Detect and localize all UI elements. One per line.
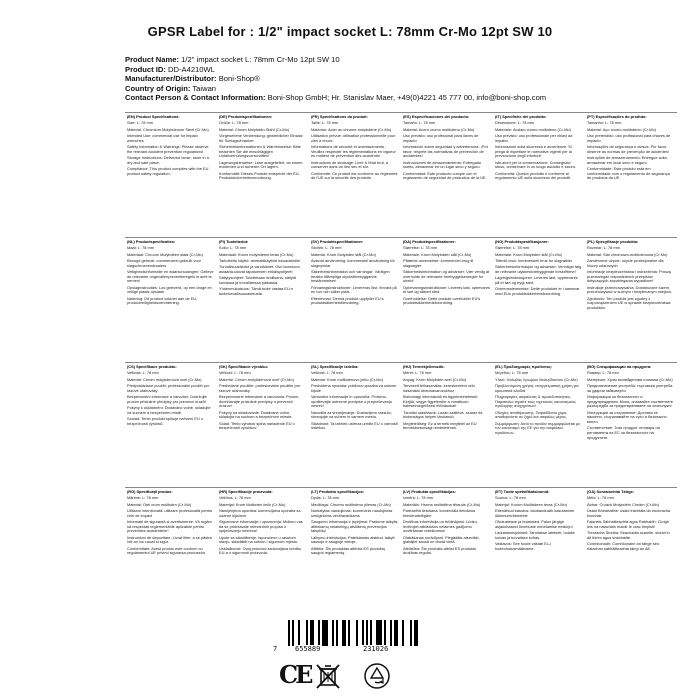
spec-line: Tarkoitettu käyttö: ammattikäyttöä iskuavaimille [219,257,301,263]
barcode-bar [366,620,368,646]
spec-line: Οδηγίες αποθήκευσης: Παραδίδεται χύμα, αποθηκεύστε σε ξηρό και ασφαλές μέρος. [495,409,568,420]
spec-line: Taille: L: 78 mm [311,120,339,126]
spec-section [217,487,309,602]
spec-line: Material: Krom molibdenovo jeklo (Cr-Mo) [311,376,383,382]
spec-line: Storage Instructions: Delivered loose, store in a dry and safe place. [127,154,209,165]
spec-section-heading: (SK) Špecifikácie výrobku: [219,364,269,369]
spec-line: Instrucciones de almacenamiento: Entregado suelto, almacenar en un lugar seco y seguro. [403,159,482,170]
spec-section-heading: (FI) Tuotetiedot: [219,239,249,244]
spec-line: Materiale: Krom Molybden stål (Cr-Mo) [495,251,563,257]
product-header [125,55,685,103]
spec-line: Conformité: Ce produit est conforme au règlement de l'UE sur la sécurité des produits. [311,170,398,181]
spec-line: Veličina: L: 78 mm [219,495,251,501]
spec-line: Съответствие: Този продукт отговаря на регламента на ЕС за безопасност на продуктите. [587,425,660,440]
spec-section [401,487,493,602]
spec-section [125,487,217,602]
spec-line: Материал: Хром молибденова стомана (Cr-Mo) [587,376,673,382]
spec-line: Medžiaga: Chromo molibdeno plienas (Cr-Mo) [311,501,391,507]
spec-line: Atitiktis: Šis produktas atitinka ES produktų saugos reglamentą. [311,545,385,556]
spec-line: Lagerungshinweise: Lose ausgeliefert, an einem trockenen und sicheren Ort lagern. [219,159,303,170]
spec-section [125,237,217,362]
barcode-left-group: 655889 [295,645,321,653]
barcode-bar [336,620,338,646]
spec-line: Informations de sécurité et avertissements : Veuillez respecter les réglementations en vigueur en matière de prévention des accidents! [311,143,396,159]
barcode-bar [332,620,334,646]
spec-line: Veľkosť: L: 78 mm [219,370,251,376]
spec-line: Ábhar: Cruach Molybdéin Chróim (Cr-Mo) [587,501,659,507]
spec-line: Biztonsági információk és figyelmeztetések: Kérjük, vegye figyelembe a vonatkozó balesetmegelőzési előírásokat! [403,393,479,409]
spec-line: Säkerhetsinformation och varningar: Vänligen beakta tillämpliga olycksförebyggande bestämmelser! [311,268,390,284]
spec-line: Saugumo informacija ir įspėjimai: Prašome laikytis atitinkamų nelaimingų atsitikimų prevencijos taisyklių! [311,518,398,534]
barcode-right-group: 231026 [363,645,389,653]
spec-section-heading: (NO) Produktspesifikasjoner: [495,239,549,244]
barcode-bars [280,620,420,648]
spec-line: Velikost: L: 78 mm [127,370,159,376]
spec-line: Vastavus: See toode vastab EL-i tooteohutusmäärusele. [495,540,552,551]
product-name-row [125,55,685,65]
spec-line: Rozmiar: L: 78 mm [587,245,620,251]
spec-section-heading: (ES) Especificaciones del producto: [403,114,470,119]
spec-section-heading: (DA) Produktspecifikationer: [403,239,456,244]
spec-section-heading: (PT) Especificações do produto: [587,114,647,119]
spec-line: Størrelse: L: 78 mm [403,245,438,251]
spec-line: Instrucțiuni de depozitare: Livrat liber, a se păstra într-un loc uscat și sigur. [127,534,212,545]
spec-section [309,362,401,487]
spec-line: Storlek: L: 78 mm [311,245,342,251]
manufacturer-label: Manufacturer/Distributor: [125,74,217,84]
spec-section [309,112,401,237]
barcode [273,620,420,654]
spec-line: Zamierzone użycie: użycie profesjonalne dla kluczy udarowych [587,257,664,268]
manufacturer-row [125,74,685,84]
origin-value: Taiwan [192,83,217,93]
spec-line: Materiale: Acciaio cromo molibdeno (Cr-Mo) [495,126,571,132]
spec-line: Förvaringsinstruktioner: Levereras löst, förvara på en torr och säker plats. [311,284,397,295]
spec-section-heading: (RO) Specificații produs: [127,489,173,494]
spec-section [309,487,401,602]
spec-line: Materjal: Kroom Molübdeen teras (Cr-Mo) [495,501,567,507]
barcode-bar [342,620,346,646]
spec-section-heading: (SV) Produktspecifikationer: [311,239,364,244]
spec-line: Uso previsto: uso profesional para llaves de impacto [403,132,479,143]
spec-line: Matériau: Acier au chrome-molybdène (Cr-Mo) [311,126,392,132]
spec-line: Istruzioni per la conservazione: Consegnato sfuso, conservare in un luogo asciutto e sicuro. [495,159,577,170]
spec-line: Materiál: Chrom molybdenová ocel (Cr-Mo) [127,376,202,382]
spec-line: Ladustamisjuhised: Tarnitakse lahtiselt, hoidke kuivas ja turvalises kohas. [495,529,575,540]
spec-line: Προβλεπόμενη χρήση: επαγγελματική χρήση για κρουστικά κλειδιά [495,382,579,393]
spec-line: Konformität: Dieses Produkt entspricht der EU-Produktsicherheitsverordnung. [219,170,300,181]
manufacturer-value: Boni-Shop® [218,74,260,84]
spec-line: Informazioni sulla sicurezza e avvertenze: Si prega di rispettare le normative vigenti per la prevenzione degli infortuni! [495,143,572,159]
barcode-bar [394,620,398,646]
spec-line: Tiltenkt bruk: kommersiell bruk for slagnøkler [495,257,573,263]
specification-grid [125,112,677,602]
spec-line: Material: Aço cromo-molibdénio (Cr-Mo) [587,126,656,132]
spec-section [585,487,677,602]
spec-line: Soulad: Tento produkt splňuje nařízení EU o bezpečnosti výrobků. [127,415,204,426]
spec-line: Material: Chrom Molybdän Stahl (Cr-Mo) [219,126,290,132]
spec-section-heading: (SL) Specifikacije izdelka: [311,364,359,369]
barcode-bar [384,620,386,646]
spec-line: Varnostne informacije in opozorila: Prosimo, upoštevajte ustrezne predpise o preprečevanju nesreč! [311,393,392,409]
spec-line: Instructions de stockage: Livré à l'état brut, à conserver dans un lieu sec et sûr. [311,159,389,170]
spec-line: Avsedd användning: kommersiell användning för slagnycklar [311,257,395,268]
spec-line: Méid: L: 78 mm [587,495,614,501]
contact-value: Boni-Shop GmbH; Hr. Stanislav Maer, +49(0)4221 45 777 00, info@boni-shop.com [267,93,547,103]
spec-line: Suurus: L: 78 mm [495,495,526,501]
spec-line: Sikkerhetsinformasjon og advarsler: Vennligst følg de relevante ulykkesforebyggende forskriftene! [495,264,582,274]
spec-line: Zgodność: Ten produkt jest zgodny z rozporządzeniem UE w sprawie bezpieczeństwa produktów. [587,295,671,310]
spec-line: Informacje bezpieczeństwa i ostrzeżenia: Proszę przestrzegać odpowiednich przepisów dotyczących zapobiegania wypadkom! [587,268,672,284]
spec-section-heading: (LT) Produkto specifikacijos: [311,489,365,494]
spec-line: Size: L: 78 mm [127,120,153,126]
spec-line: Materiał: Stal chromowo-molibdenowa (Cr-Mo) [587,251,668,257]
spec-line: Úsáid Bheartaithe: úsáid tráchtála do eochracha tionchair [587,507,671,518]
spec-section-heading: (HR) Specifikacije proizvoda: [219,489,273,494]
spec-line: Ohutusteave ja hoiatused: Palun järgige asjakohaseid õnnetuste ennetamise eeskirju! [495,518,573,529]
compliance-marks [0,660,700,694]
origin-row [125,84,685,94]
spec-line: Påtænkt anvendelse: kommerciel brug til slagnøgler [403,257,474,268]
barcode-bar [310,620,314,646]
spec-line: Mărime: L: 78 mm [127,495,159,501]
spec-line: Opbevaringsinstruktioner: Leveres løst, opbevares et tørt og sikkert sted. [403,284,490,295]
spec-line: Информация за безопасност и предупреждения: Моля, спазвайте съответните разпоредби за предотвратяване на злополуки! [587,393,674,409]
spec-line: Säilytysohjeet: Toimitetaan irrallisena, säilytä kuivassa ja turvallisessa paikassa. [219,275,296,285]
spec-line: Μέγεθος: L: 78 mm [495,370,529,376]
spec-line: Bezpečnostné informácie a varovania: Prosím, dodržiavajte príslušné predpisy o prevencii úrazov! [219,393,300,409]
spec-section [217,237,309,362]
contact-label: Contact Person & Contact Information: [125,93,266,103]
recycle-icon [362,661,392,691]
spec-line: Størrelse: L: 78 mm [495,245,530,251]
spec-line: Utilisation prévue: utilisation professionnelle pour clés à chocs [311,132,396,143]
spec-line: Materiál: Chróm molybdénová oceľ (Cr-Mo) [219,376,294,382]
spec-line: Overholdelse: Dette produkt overholder EU's produktsikkerhedsforordning. [403,295,481,306]
spec-line: Upute za skladištenje: Isporučeno u rasutom stanju, skladištiti na suhom i sigurnom mjestu. [219,534,299,545]
spec-line: Tamanho: L: 78 mm [587,120,622,126]
spec-section-heading: (DE) Produktspezifikationen: [219,114,273,119]
spec-section [217,362,309,487]
spec-line: Materiaal: Chroom Molybdeen staal (Cr-Mo) [127,251,203,257]
spec-line: Intended Use: commercial use for impact wrenches [127,132,198,143]
spec-line: Πληροφορίες ασφάλειας & προειδοποιήσεις: Παρακαλώ τηρείτε τους σχετικούς κανονισμούς πρόληψης ατυχημάτων! [495,393,576,409]
spec-line: Megfelelőség: Ez a termék megfelel az EU termékbiztonsági rendeletének. [403,420,477,431]
spec-section [493,362,585,487]
spec-section [493,237,585,362]
origin-label: Country of Origin: [125,83,191,93]
spec-line: Izmērs: L: 78 mm [403,495,434,501]
spec-line: Predvidena uporaba: poklicna uporaba za udarne ključe [311,382,397,393]
spec-line: Faisnéis Sábháilteachta agus Rabhaidh: Cloígh leis na rialacháin maidir le cosc timpistí! [587,518,669,529]
spec-line: Información sobre seguridad y advertencias: ¡Por favor, respete las normativas de prevención de accidentes! [403,143,488,159]
ce-mark: CE [279,660,311,689]
spec-line: Overensstemmelse: Dette produktet er i samsvar med EUs produktsikkerhetsforordning. [495,286,580,296]
spec-line: Safety Information & Warnings: Please observe the relevant accident prevention regulations! [127,143,209,154]
product-name-value: 1/2" impact socket L: 78mm Cr-Mo 12pt SW 10 [181,55,340,64]
barcode-bar [306,620,308,646]
spec-line: Tervezett felhasználás: kereskedelmi célú használat ütvecsavarozókhoz [403,382,475,393]
spec-line: Instruções de armazenamento: Entregue solto, armazenar em local seco e seguro. [587,154,668,165]
spec-line: Yhdenmukaisuus: Tämä tuote vastaa EU:n tuoteturvallisuusasetusta. [219,286,293,296]
spec-line: Méret: L: 78 mm [403,370,432,376]
spec-line: Súlad: Tento výrobok spĺňa nariadenie EÚ o bezpečnosti výrobkov. [219,420,295,431]
spec-line: Utilizare intenționată: utilizare profesională pentru chei de impact [127,507,213,518]
barcode-bar [370,620,372,646]
spec-line: Tamaño: L: 78 mm [403,120,436,126]
spec-line: Beoogd gebruik: commercieel gebruik voor slagschroevendraaiers [127,257,201,268]
spec-section [125,362,217,487]
spec-section [493,487,585,602]
barcode-bar [298,620,300,646]
spec-section [585,362,677,487]
spec-section-heading: (EL) Προδιαγραφές προϊόντος: [495,364,553,369]
spec-section [217,112,309,237]
spec-section-heading: (ET) Toote spetsifikatsioonid: [495,489,550,494]
spec-line: Material: Acero cromo molibdeno (Cr-Mo) [403,126,475,132]
spec-line: Conformidade: Este produto está em conformidade com o regulamento de segurança de produtos da UE. [587,165,670,181]
page-title: GPSR Label for : 1/2" impact socket L: 78mm Cr-Mo 12pt SW 10 [147,24,553,39]
product-id-value: DD-A4210WL [168,64,215,74]
spec-line: Pokyny k uskladnění: Dodáváno volně, skladujte na suchém a bezpečném místě. [127,404,211,415]
spec-line: Material: Krom Molybden stål (Cr-Mo) [311,251,376,257]
spec-line: Materiale: Krom Molybdæn stål (Cr-Mo) [403,251,472,257]
spec-line: Namijenjena uporaba: komercijalna uporaba za udarne ključeve [219,507,301,518]
spec-line: Materiaali: Kromi molybdeeni teräs (Cr-Mo) [219,251,294,257]
barcode-bar [362,620,364,646]
spec-line: Conformità: Questo prodotto è conforme al regolamento UE sulla sicurezza dei prodotti. [495,170,572,181]
spec-line: Instrukcje przechowywania: Dostarczone luzem, przechowywać w suchym i bezpiecznym miejscu. [587,284,672,295]
spec-line: Conformidad: Este producto cumple con el reglamento de seguridad de productos de la UE. [403,170,487,181]
contact-row [125,93,685,103]
spec-line: Numatytas naudojimas: komercinis naudojimas smūginiams veržliarakčiams [311,507,393,518]
spec-line: Comhlíonadh: Comhlíonann an táirge seo rialachán sábháilteachta táirgí an AE. [587,540,660,551]
barcode-bar [288,620,290,646]
spec-line: Treoracha Stórála: Seachadta scaoilte, stóráil in áit thirim agus shábháilte. [587,529,670,540]
spec-section-heading: (EN) Product Specifications: [127,114,180,119]
do-not-dispose-bin-icon [313,661,343,691]
spec-section [125,112,217,237]
spec-line: Инструкции за съхранение: Доставя се насипно, съхранявайте на сухо и безопасно място. [587,409,667,424]
product-name-label: Product Name: [125,55,180,64]
product-id-row [125,65,685,75]
spec-line: Maat: L: 78 mm [127,245,155,251]
spec-line: Compliance: This product complies with the EU product safety regulation. [127,165,209,176]
spec-section-heading: (FR) Spécifications du produit: [311,114,368,119]
spec-line: Koko: L: 78 mm [219,245,247,251]
spec-line: Předpokládané použití: profesionální použití pro rázové utahováky [127,382,210,393]
barcode-bar [322,620,328,646]
spec-section-heading: (BG) Спецификации на продукта: [587,364,652,369]
spec-line: Dydis: L: 78 mm [311,495,340,501]
spec-line: Lagringsinstruksjoner: Leveres løst, oppbevares på et tørt og trygt sted. [495,275,578,285]
spec-line: Opslaginstructies: Los geleverd, op een droge en veilige plaats opslaan. [127,284,212,295]
spec-line: Drošības informācija un brīdinājumi: Lūdzu, ievērojiet atbilstošos nelaimes gadījumu novēršanas noteikumus! [403,518,478,534]
spec-line: Naleving: Dit product voldoet aan de EU-productveiligheidsverordening. [127,295,198,306]
spec-line: Materijal: Krom Molibden čelik (Cr-Mo) [219,501,286,507]
spec-line: Predvídané použitie: profesionálne použitie pre rázové uťahováky [219,382,301,393]
barcode-bar [414,620,418,646]
spec-section [493,112,585,237]
spec-line: Materiāls: Hroma molibdēna tērauds (Cr-Mo) [403,501,481,507]
barcode-bar [390,620,392,646]
spec-section-heading: (CS) Specifikace produktu: [127,364,177,369]
spec-section-heading: (NL) Productspecificaties: [127,239,176,244]
spec-line: Laikymo instrukcijos: Pateikiamas atskirai, laikyti sausoje ir saugioje vietoje. [311,534,395,545]
spec-section [585,112,677,237]
spec-line: Anyag: Króm Molybdén acél (Cr-Mo) [403,376,467,382]
barcode-bar [402,620,404,646]
spec-section-heading: (LV) Produkta specifikācijas: [403,489,456,494]
spec-line: Συμμόρφωση: Αυτό το προϊόν συμμορφώνεται με τον κανονισμό της ΕΕ για την ασφάλεια προϊόντων. [495,420,581,435]
spec-line: Usklađenost: Ovaj proizvod zadovoljava uredbu EU-a o sigurnosti proizvoda. [219,545,302,556]
spec-line: Предназначение употреба: търговска употреба за ударни гайковерти [587,382,673,393]
barcode-bar [348,620,350,646]
spec-section [401,362,493,487]
spec-line: Material: Chromium Molybdenum Steel (Cr-Mo) [127,126,209,132]
spec-section [585,237,677,362]
spec-section-heading: (IT) Specifiche del prodotto: [495,114,547,119]
spec-line: Ettenähtud kasutus: kaubanduslik kasutamine löökmutrivõtmetele [495,507,575,518]
spec-line: Efterlevnad: Denna produkt uppfyller EU:s produktsäkerhetsförordning. [311,295,384,306]
spec-line: Vorgesehene Verwendung: gewerblicher Einsatz für Schlagschrauber [219,132,303,143]
spec-line: Tárolási utasítások: Lazán szállítva, száraz és biztonságos helyen tárolandó. [403,409,483,420]
spec-line: Dimensione: L: 78 mm [495,120,534,126]
spec-line: Sigurnosne informacije i upozorenja: Molimo vas da se pridržavate relevantnih propisa o sprječavanju nesreća! [219,518,303,534]
barcode-bar [410,620,412,646]
spec-line: Υλικό: Χάλυβας Χρωμίου Μολυβδαινίου (Cr-Mo) [495,376,578,382]
spec-line: Informații de siguranță și avertismente: Vă rugăm să respectați reglementările aplicabile pentru prevenirea accidentelor! [127,518,212,534]
spec-section-heading: (GA) Sonraíochtaí Táirge: [587,489,635,494]
spec-line: Navodila za shranjevanje: Dostavljeno razsuto, shranjujte na suhem in varnem mestu. [311,409,392,420]
spec-section-heading: (PL) Specyfikacje produktu: [587,239,639,244]
product-id-label: Product ID: [125,64,166,74]
spec-line: Glabāšanas norādījumi: Piegādāts atsevišķi, glabājiet sausā un drošā vietā. [403,534,480,545]
spec-line: Velikost: L: 78 mm [311,370,343,376]
spec-line: Material: Oțel crom molibden (Cr-Mo) [127,501,192,507]
spec-line: Veiligheidsinformatie en waarschuwingen: Gelieve de relevante ongevallenpreventieregels in acht te nemen! [127,268,214,284]
spec-line: Sicherheitsinformationen & Warnhinweise: Bitte beachten Sie die einschlägigen Unfallverhütungsvorschriften! [219,143,301,159]
spec-line: Atbilstība: Šis produkts atbilst ES produktu drošības regulai. [403,545,477,556]
spec-line: Uso pretendido: uso profissional para chaves de impacto [587,132,671,143]
spec-line: Bezpečnostní informace a varování: Dodržujte prosím příslušné předpisy pro prevenci úrazů! [127,393,207,404]
barcode-bar [376,620,382,646]
spec-section [401,112,493,237]
spec-section [309,237,401,362]
spec-line: Sikkerhedsinformation og advarsler: Vær venlig at overholde de relevante forebyggelsesregler for uheld! [403,268,490,284]
spec-line: Skladnost: Ta izdelek ustreza uredbi EU o varnosti izdelkov. [311,420,398,431]
barcode-bar [356,620,358,646]
spec-line: Informações de segurança e avisos: Por favor, observe as normas de prevenção de acidentes! [587,143,669,154]
spec-line: Uso previsto: uso professionale per chiavi ad impatto [495,132,573,143]
spec-line: Conformitate: Acest produs este conform cu regulamentul UE privind siguranța produselor. [127,545,206,556]
spec-section-heading: (HU) Termékjellemzők: [403,364,445,369]
spec-line: Pokyny na skladovanie: Dodávané voľne, skladujte na suchom a bezpečnom mieste. [219,409,293,420]
spec-section [401,237,493,362]
spec-line: Größe: L: 78 mm [219,120,249,126]
barcode-bar [292,620,294,646]
spec-line: Размер: L: 78 mm [587,370,619,376]
spec-line: Turvallisuustiedot ja varoitukset: Ota huomioon asiaankuuluvat tapaturmien ehkäisyohjeet! [219,264,300,274]
barcode-bar [318,620,320,646]
spec-line: Paredzētā lietošana: komerciāla lietošana triecienatslēgām [403,507,476,518]
barcode-first-digit: 7 [273,645,278,653]
